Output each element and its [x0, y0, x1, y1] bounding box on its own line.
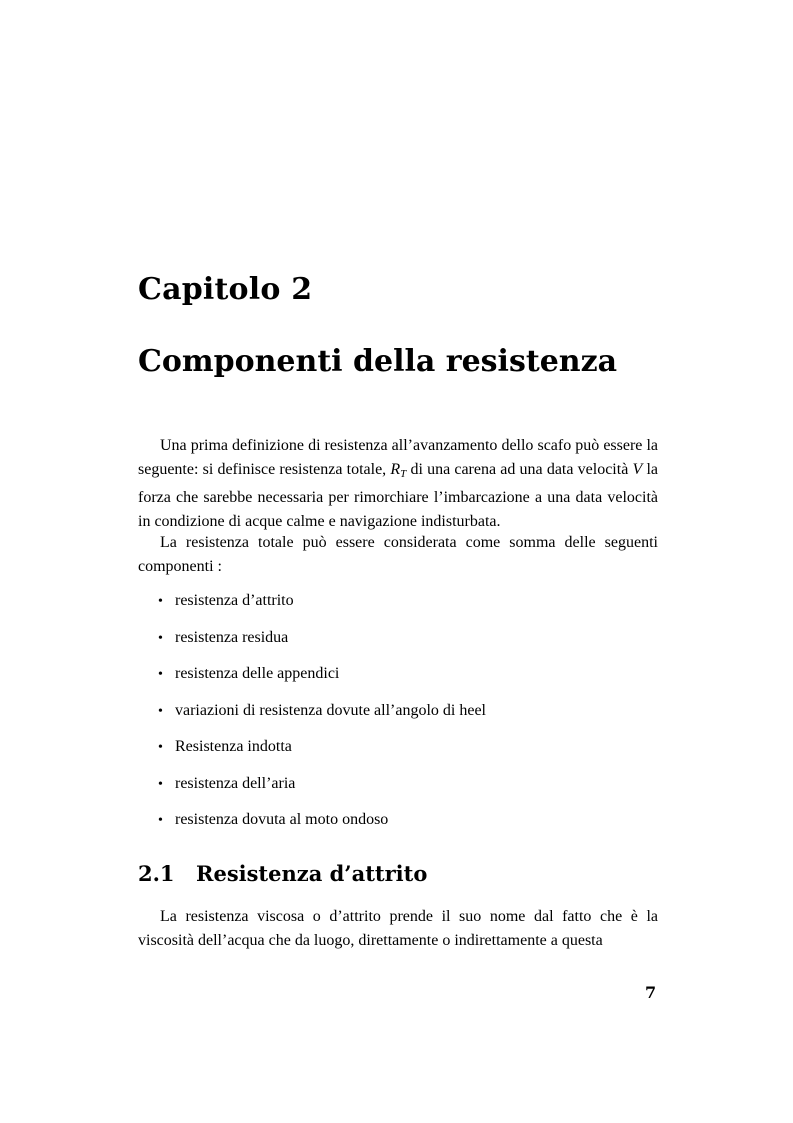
- intro-text-part-2: di una carena ad una data velocità: [406, 461, 633, 478]
- bullet-icon: •: [158, 776, 163, 792]
- list-item: [158, 772, 486, 809]
- total-resistance-subscript: T: [400, 468, 407, 480]
- intro-paragraph-2: [138, 531, 658, 579]
- list-item: [158, 626, 486, 663]
- intro-text-part-3: la forza che sarebbe necessaria per rimorchiare l’imbarcazione a una data velocità in condizione di acque calme e navigazione indisturbata.: [138, 461, 658, 530]
- bullet-icon: •: [158, 703, 163, 719]
- bullet-icon: •: [158, 740, 163, 755]
- list-item: [158, 662, 486, 699]
- list-item: [158, 735, 486, 772]
- bullet-icon: •: [158, 813, 163, 828]
- velocity-symbol: V: [632, 461, 643, 478]
- section-paragraph-1-text: La resistenza viscosa o d’attrito prende il suo nome dal fatto che è la viscosità dell’acqua che da luogo, direttamente o indirettamente a questa: [138, 908, 658, 949]
- total-resistance-symbol: R: [390, 461, 401, 478]
- section-title: Resistenza d’attrito: [196, 861, 428, 886]
- list-item-text: resistenza dell’aria: [175, 774, 296, 792]
- section-number: 2.1: [138, 861, 175, 886]
- intro-text-part-1: Una prima definizione di resistenza all’avanzamento dello scafo può essere la seguente: si definisce resistenza totale,: [138, 437, 658, 478]
- list-item: [158, 808, 486, 845]
- bullet-icon: •: [158, 667, 163, 682]
- list-item-text: variazioni di resistenza dovute all’angolo di heel: [175, 701, 486, 719]
- chapter-title: Componenti della resistenza: [138, 344, 618, 379]
- list-item: [158, 589, 486, 626]
- section-paragraph-1: [138, 905, 658, 953]
- bullet-icon: •: [158, 630, 163, 646]
- intro-paragraph-2-text: La resistenza totale può essere considerata come somma delle seguenti componenti :: [138, 534, 658, 575]
- chapter-label: Capitolo 2: [138, 272, 313, 307]
- list-item-text: resistenza delle appendici: [175, 665, 340, 682]
- list-item-text: resistenza d’attrito: [175, 592, 294, 609]
- list-item-text: resistenza dovuta al moto ondoso: [175, 811, 389, 828]
- page-number: 7: [645, 983, 657, 1002]
- section-heading: [138, 861, 427, 886]
- list-item-text: resistenza residua: [175, 628, 289, 646]
- bullet-icon: •: [158, 594, 163, 609]
- list-item-text: Resistenza indotta: [175, 738, 292, 755]
- components-list: [158, 589, 486, 845]
- list-item: [158, 699, 486, 736]
- intro-paragraph-1: [138, 434, 658, 534]
